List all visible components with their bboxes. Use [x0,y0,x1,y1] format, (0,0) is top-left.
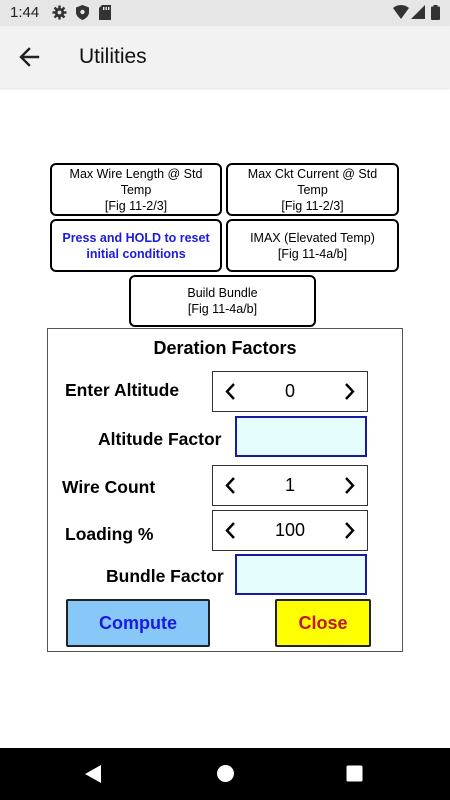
reset-line1: Press and HOLD to reset [62,230,210,245]
wire-count-stepper [212,465,368,506]
page-title: Utilities [79,45,147,68]
build-bundle-line2: [Fig 11-4a/b] [187,302,258,316]
recents-square-icon[interactable] [346,765,363,782]
build-bundle-line1: Build Bundle [187,286,258,300]
shield-icon [76,5,89,20]
altitude-label: Enter Altitude [65,380,180,400]
max-ckt-current-line3: [Fig 11-2/3] [281,198,344,213]
chevron-left-icon[interactable] [215,511,245,550]
loading-value[interactable]: 100 [274,520,306,540]
loading-label: Loading % [65,524,154,544]
max-wire-length-line2: Temp [120,182,152,197]
imax-button[interactable] [226,219,399,272]
max-ckt-current-button[interactable] [226,163,399,216]
imax-line1: IMAX (Elevated Temp) [250,230,375,245]
compute-button[interactable]: Compute [66,599,210,647]
altitude-factor-label: Altitude Factor [98,429,222,449]
chevron-right-icon[interactable] [335,511,365,550]
max-wire-length-line3: [Fig 11-2/3] [104,198,168,213]
sd-card-icon [99,5,111,20]
max-ckt-current-line1: Max Ckt Current @ Std [247,166,378,181]
build-bundle-button[interactable] [129,275,316,327]
deration-title: Deration Factors [153,338,297,358]
app-bar [0,26,450,88]
reset-line2: initial conditions [86,246,186,261]
bundle-factor-label: Bundle Factor [106,566,224,586]
wire-count-value[interactable]: 1 [284,475,295,495]
deration-panel [47,328,403,652]
loading-stepper [212,510,368,551]
chevron-left-icon[interactable] [215,372,245,411]
battery-icon [431,5,440,20]
altitude-value[interactable]: 0 [284,381,295,401]
max-wire-length-line1: Max Wire Length @ Std [69,166,203,181]
altitude-factor-field[interactable] [235,416,367,457]
status-bar [0,0,450,26]
chevron-right-icon[interactable] [335,372,365,411]
reset-button[interactable] [50,219,222,272]
altitude-stepper [212,371,368,412]
gear-icon [52,5,67,20]
bundle-factor-field[interactable] [235,554,367,595]
close-button[interactable]: Close [275,599,371,647]
max-ckt-current-line2: Temp [297,182,328,197]
wire-count-label: Wire Count [62,477,156,497]
imax-line2: [Fig 11-4a/b] [277,246,348,261]
chevron-left-icon[interactable] [215,466,245,505]
nav-bar [0,748,450,800]
arrow-left-icon[interactable] [16,43,46,71]
back-triangle-icon[interactable] [84,764,102,784]
max-wire-length-button[interactable] [50,163,222,216]
signal-icon [411,5,425,19]
wifi-icon [393,5,409,19]
home-circle-icon[interactable] [216,764,235,783]
status-time: 1:44 [10,4,40,21]
chevron-right-icon[interactable] [335,466,365,505]
